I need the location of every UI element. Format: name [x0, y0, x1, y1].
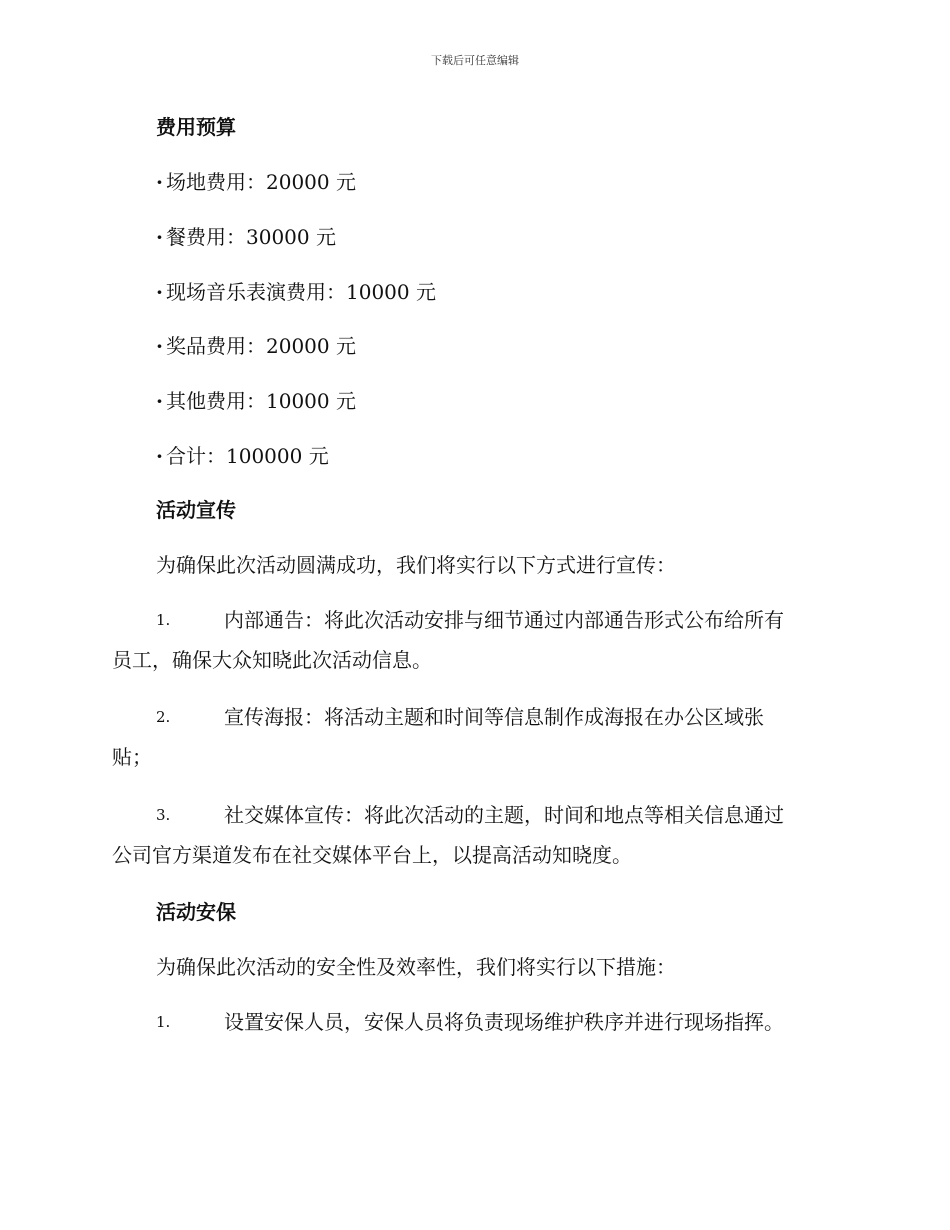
header-note: 下载后可任意编辑 — [431, 54, 519, 67]
budget-item: · 场地费用：20000 元 — [156, 170, 356, 194]
promotion-list-item — [112, 600, 842, 680]
list-item-text-continued: 公司官方渠道发布在社交媒体平台上，以提高活动知晓度。 — [112, 843, 632, 867]
budget-item: · 奖品费用：20000 元 — [156, 334, 356, 358]
promotion-list-item — [112, 795, 842, 875]
list-number: 3. — [156, 806, 171, 824]
list-item-text: 社交媒体宣传：将此次活动的主题，时间和地点等相关信息通过 — [224, 803, 784, 827]
budget-item: · 其他费用：10000 元 — [156, 389, 356, 413]
promotion-intro: 为确保此次活动圆满成功，我们将实行以下方式进行宣传： — [156, 553, 676, 577]
security-list-item — [112, 1002, 842, 1042]
list-number: 1. — [156, 1013, 171, 1031]
promotion-heading: 活动宣传 — [156, 498, 236, 522]
list-item-text: 设置安保人员，安保人员将负责现场维护秩序并进行现场指挥。 — [224, 1010, 784, 1034]
bullet-dot-icon: · — [156, 280, 163, 304]
security-intro: 为确保此次活动的安全性及效率性，我们将实行以下措施： — [156, 955, 676, 979]
list-number: 2. — [156, 708, 171, 726]
bullet-dot-icon: · — [156, 334, 163, 358]
security-heading: 活动安保 — [156, 900, 236, 924]
budget-heading: 费用预算 — [156, 115, 236, 139]
bullet-dot-icon: · — [156, 225, 163, 249]
list-item-text-continued: 员工，确保大众知晓此次活动信息。 — [112, 648, 432, 672]
list-item-text: 内部通告：将此次活动安排与细节通过内部通告形式公布给所有 — [224, 608, 784, 632]
bullet-dot-icon: · — [156, 389, 163, 413]
bullet-dot-icon: · — [156, 170, 163, 194]
budget-total: · 合计：100000 元 — [156, 444, 329, 468]
budget-item: · 现场音乐表演费用：10000 元 — [156, 280, 436, 304]
list-number: 1. — [156, 611, 171, 629]
list-item-text: 宣传海报：将活动主题和时间等信息制作成海报在办公区域张 — [224, 705, 764, 729]
budget-item: · 餐费用：30000 元 — [156, 225, 336, 249]
list-item-text-continued: 贴； — [112, 745, 152, 769]
bullet-dot-icon: · — [156, 444, 163, 468]
promotion-list-item — [112, 697, 842, 777]
